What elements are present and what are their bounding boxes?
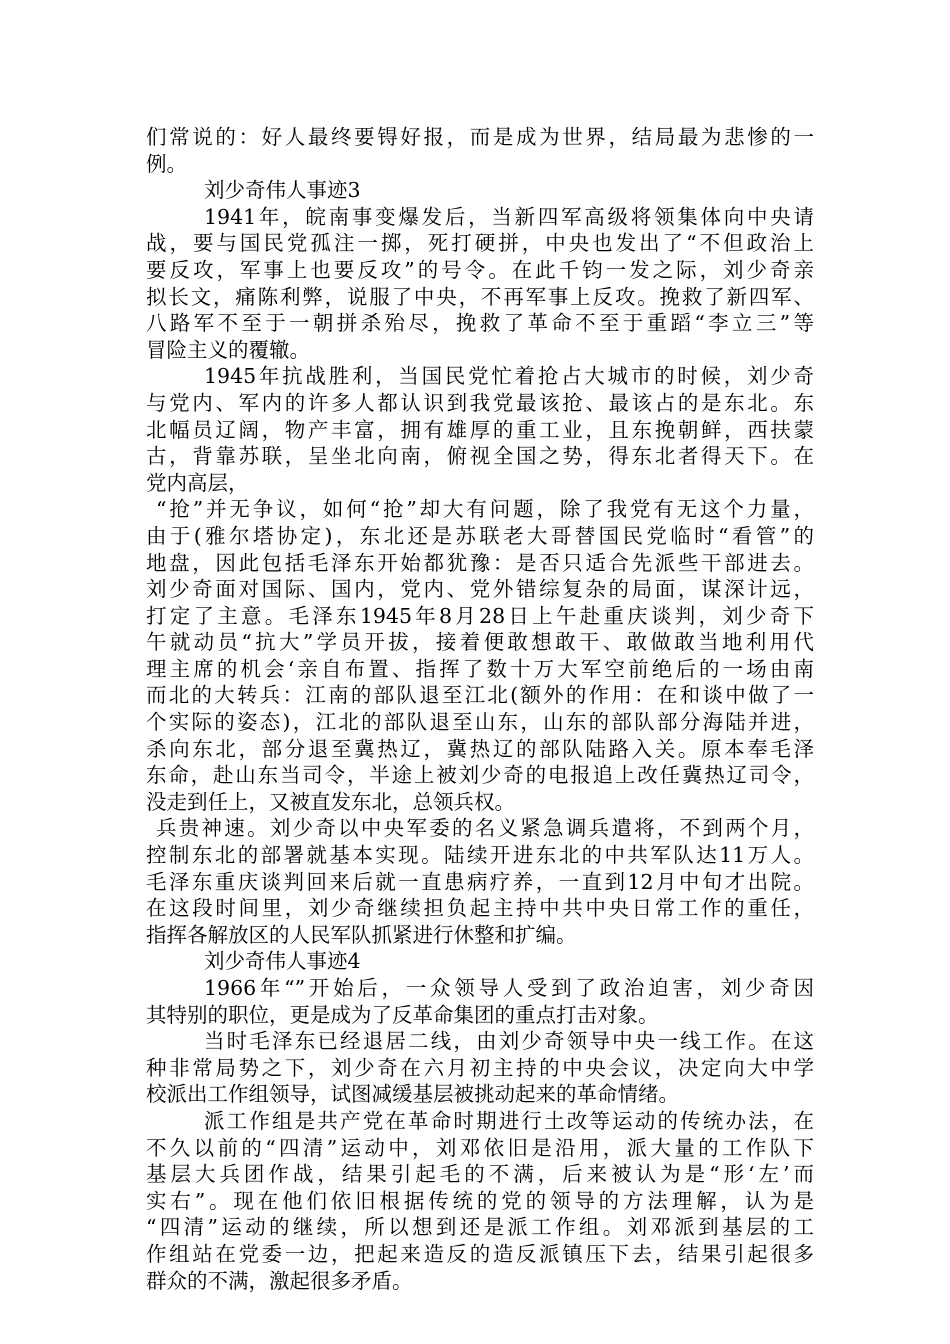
text-line: 没走到任上，又被直发东北，总领兵权。 <box>146 789 515 814</box>
text-line: 理主席的机会‘亲自布置、指挥了数十万大军空前绝后的一场由南 <box>146 656 814 681</box>
text-line: 其特别的职位，更是成为了反革命集团的重点打击对象。 <box>146 1002 659 1027</box>
text-line: 党内高层， <box>146 470 249 495</box>
paragraph-1966 <box>146 975 814 1028</box>
paragraph-bing <box>146 815 814 948</box>
text-line: 当时毛泽东已经退居二线，由刘少奇领导中央一线工作。在这 <box>204 1029 814 1054</box>
text-line: 派工作组是共产党在革命时期进行土改等运动的传统办法，在 <box>204 1108 814 1133</box>
text-line: 杀向东北，部分退至冀热辽，冀热辽的部队陆路入关。原本奉毛泽 <box>146 736 814 761</box>
paragraph-gongzuozu <box>146 1108 814 1294</box>
text-line: 在这段时间里，刘少奇继续担负起主持中共中央日常工作的重任， <box>146 896 814 921</box>
text-line: “抢”并无争议，如何“抢”却大有问题，除了我党有无这个力量， <box>156 497 814 522</box>
text-line: 要反攻，军事上也要反攻”的号令。在此千钧一发之际，刘少奇亲 <box>146 257 814 282</box>
text-line: 校派出工作组领导，试图减缓基层被挑动起来的革命情绪。 <box>146 1082 679 1107</box>
text-line: 1941年，皖南事变爆发后，当新四军高级将领集体向中央请 <box>204 204 814 229</box>
paragraph-1941 <box>146 204 814 364</box>
text-line: 东命，赴山东当司令，半途上被刘少奇的电报追上改任冀热辽司令， <box>146 763 814 788</box>
text-line: 毛泽东重庆谈判回来后就一直患病疗养，一直到12月中旬才出院。 <box>146 869 814 894</box>
text-line: 指挥各解放区的人民军队抓紧进行休整和扩编。 <box>146 922 577 947</box>
text-line: 1966年“”开始后，一众领导人受到了政治迫害，刘少奇因 <box>204 976 814 1000</box>
text-line: 八路军不至于一朝拼杀殆尽，挽救了革命不至于重蹈“李立三”等 <box>146 311 814 336</box>
text-line: 基层大兵团作战，结果引起毛的不满，后来被认为是“形‘左’而 <box>146 1162 814 1187</box>
text-line: 地盘，因此包括毛泽东开始都犹豫：是否只适合先派些干部进去。 <box>146 550 814 575</box>
text-line: 北幅员辽阔，物产丰富，拥有雄厚的重工业，且东挽朝鲜，西扶蒙 <box>146 417 814 442</box>
paragraph-dangshi <box>146 1028 814 1108</box>
text-line: 个实际的姿态)，江北的部队退至山东，山东的部队部分海陆并进， <box>146 710 814 735</box>
text-line: 兵贵神速。刘少奇以中央军委的名义紧急调兵遣将，不到两个月， <box>156 816 814 841</box>
paragraph-intro-tail <box>146 124 814 177</box>
text-line: 例。 <box>146 151 187 176</box>
paragraph-qiang <box>146 496 814 815</box>
text-line: 由于(雅尔塔协定)，东北还是苏联老大哥替国民党临时“看管”的 <box>146 523 814 548</box>
text-line: 午就动员“抗大”学员开拔，接着便敢想敢干、敢做敢当地利用代 <box>146 630 814 655</box>
text-line: 1945年抗战胜利，当国民党忙着抢占大城市的时候，刘少奇 <box>204 364 814 389</box>
text-line: 古，背靠苏联，呈坐北向南，俯视全国之势，得东北者得天下。在 <box>146 444 814 469</box>
section-heading: 刘少奇伟人事迹4 <box>204 949 361 974</box>
text-line: 实右”。现在他们依旧根据传统的党的领导的方法理解，认为是 <box>146 1188 814 1213</box>
text-line: 作组站在党委一边，把起来造反的造反派镇压下去，结果引起很多 <box>146 1241 814 1266</box>
text-line: “四清”运动的继续，所以想到还是派工作组。刘邓派到基层的工 <box>146 1215 814 1240</box>
text-line: 冒险主义的覆辙。 <box>146 337 310 362</box>
text-line: 刘少奇面对国际、国内，党内、党外错综复杂的局面，谋深计远， <box>146 577 814 602</box>
section-heading-4 <box>146 948 814 975</box>
document-page <box>146 124 814 1294</box>
text-line: 们常说的：好人最终要锝好报，而是成为世界，结局最为悲惨的一 <box>146 125 814 149</box>
text-line: 不久以前的“四清”运动中，刘邓依旧是沿用，派大量的工作队下 <box>146 1135 814 1160</box>
section-heading-3 <box>146 177 814 204</box>
text-line: 拟长文，痛陈利弊，说服了中央，不再军事上反攻。挽救了新四军、 <box>146 284 814 309</box>
text-line: 与党内、军内的许多人都认识到我党最该抢、最该占的是东北。东 <box>146 390 814 415</box>
text-line: 群众的不满，激起很多矛盾。 <box>146 1268 413 1293</box>
text-line: 控制东北的部署就基本实现。陆续开进东北的中共军队达11万人。 <box>146 843 814 868</box>
paragraph-1945 <box>146 363 814 496</box>
text-line: 打定了主意。毛泽东1945年8月28日上午赴重庆谈判，刘少奇下 <box>146 603 814 628</box>
text-line: 种非常局势之下，刘少奇在六月初主持的中央会议，决定向大中学 <box>146 1055 814 1080</box>
section-heading: 刘少奇伟人事迹3 <box>204 178 361 203</box>
text-line: 而北的大转兵：江南的部队退至江北(额外的作用：在和谈中做了一 <box>146 683 814 708</box>
text-line: 战，要与国民党孤注一掷，死打硬拼，中央也发出了“不但政治上 <box>146 231 814 256</box>
